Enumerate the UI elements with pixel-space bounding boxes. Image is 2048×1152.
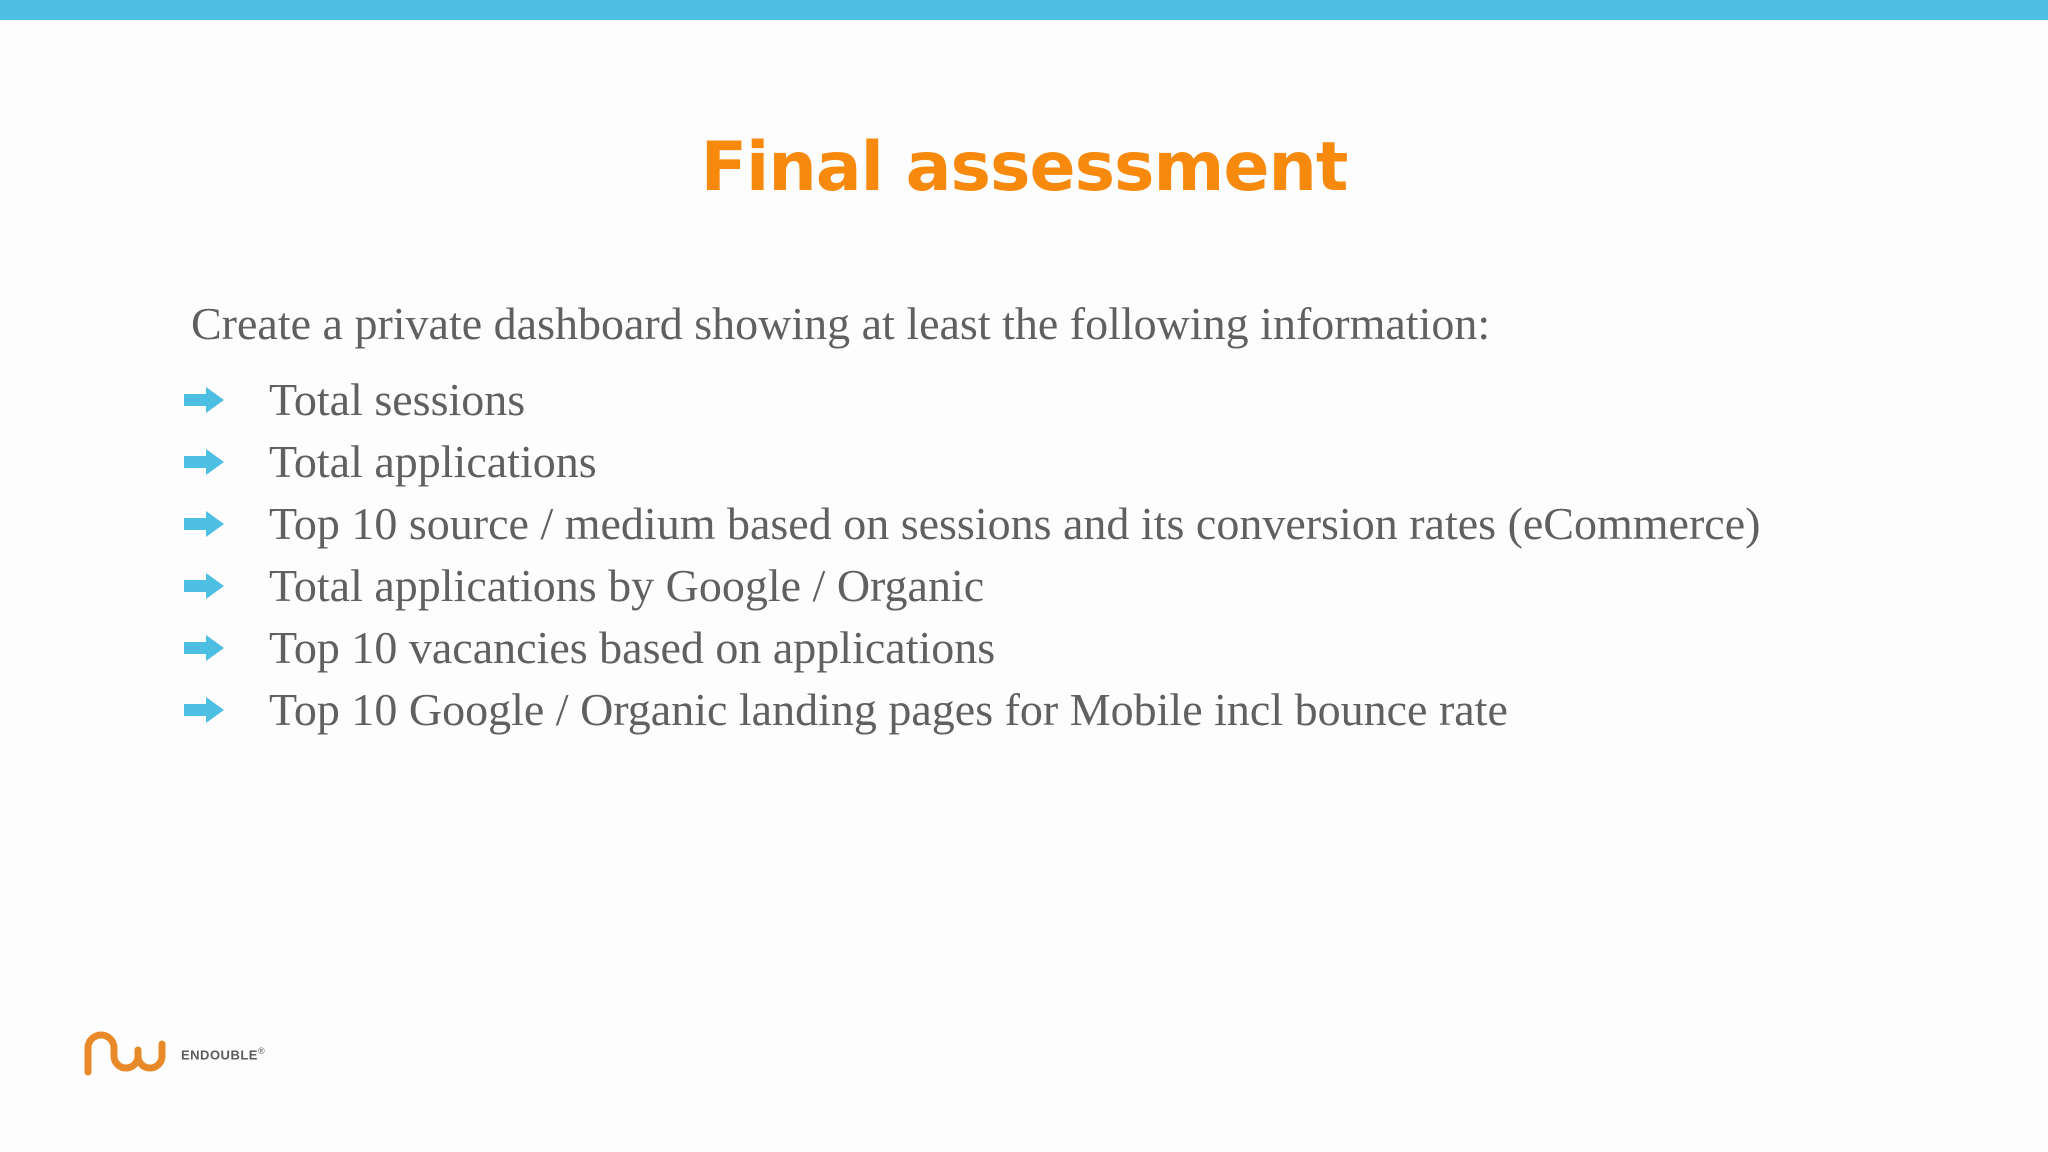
bullet-text: Total applications by Google / Organic [269, 560, 985, 611]
arrow-right-icon [184, 571, 224, 601]
bullet-text: Top 10 source / medium based on sessions and its conversion rates (eCommerce) [269, 498, 1761, 549]
slide-title: Final assessment [700, 128, 1348, 207]
brand-label: ENDOUBLE [181, 1047, 258, 1063]
arrow-right-icon [184, 385, 224, 415]
bullet-text: Top 10 vacancies based on applications [269, 622, 996, 673]
arrow-right-icon [184, 633, 224, 663]
intro-text: Create a private dashboard showing at least the following information: [191, 298, 1491, 349]
top-accent-bar [0, 0, 2048, 20]
bullet-text: Top 10 Google / Organic landing pages for Mobile incl bounce rate [269, 684, 1508, 735]
endouble-logo-icon [84, 1030, 168, 1084]
arrow-right-icon [184, 509, 224, 539]
arrow-right-icon [184, 695, 224, 725]
brand-name [181, 1046, 265, 1062]
registered-mark: ® [257, 1046, 266, 1056]
bullet-text: Total sessions [269, 374, 526, 425]
bullet-text: Total applications [269, 436, 597, 487]
arrow-right-icon [184, 447, 224, 477]
